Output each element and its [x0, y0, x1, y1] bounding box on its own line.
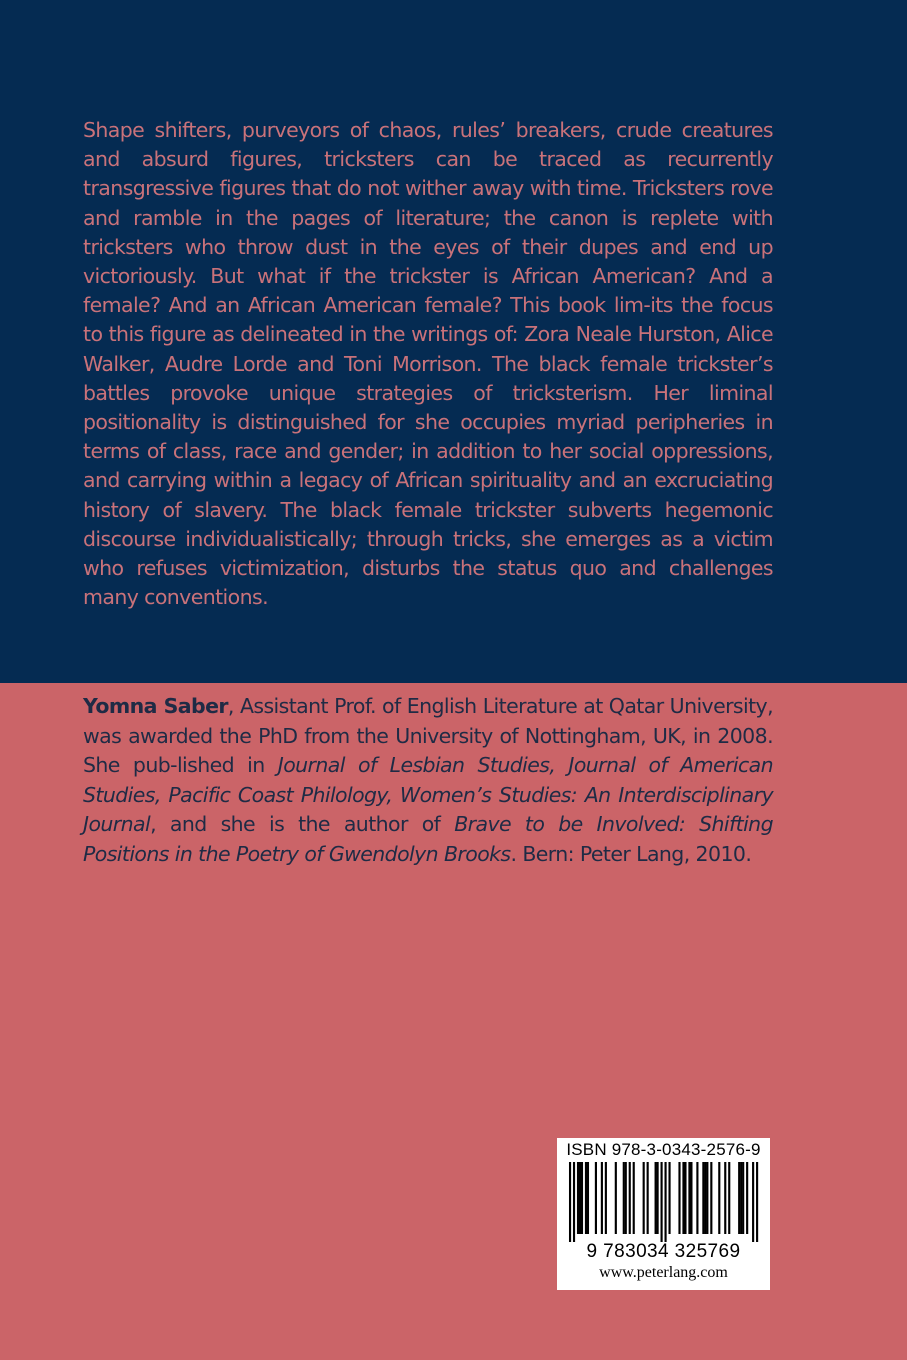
- barcode-bar: [724, 1162, 726, 1234]
- barcode-bar: [633, 1162, 635, 1234]
- barcode-bar: [684, 1162, 686, 1234]
- bio-text-part1: , Assistant Prof. of English Literature at Qatar University, was awarded the PhD from the University of Nottingham, UK, in 2008. She pub-lished in: [83, 694, 773, 778]
- barcode-bar: [752, 1162, 754, 1242]
- barcode-bar: [738, 1162, 740, 1234]
- barcode-bar: [577, 1162, 579, 1234]
- barcode-bar: [710, 1162, 712, 1234]
- barcode-bar: [682, 1162, 684, 1234]
- bio-text-part3: . Bern: Peter Lang, 2010.: [510, 841, 752, 866]
- barcode-bar: [661, 1162, 663, 1242]
- barcode-bar: [625, 1162, 627, 1234]
- barcode-bar: [615, 1162, 617, 1234]
- barcode-bar: [702, 1162, 704, 1234]
- isbn-barcode-box: [557, 1138, 770, 1290]
- barcode-bar: [573, 1162, 575, 1242]
- barcode-bar: [601, 1162, 603, 1234]
- barcode-bar: [581, 1162, 583, 1234]
- barcode-bar: [647, 1162, 649, 1234]
- barcode-digits: 9 783034 325769: [586, 1241, 741, 1262]
- barcode-icon: [565, 1162, 762, 1242]
- barcode-bar: [657, 1162, 659, 1234]
- barcode-bar: [718, 1162, 720, 1234]
- barcode-bar: [688, 1162, 690, 1234]
- barcode-bar: [756, 1162, 758, 1242]
- barcode-bar: [587, 1162, 589, 1234]
- barcode-bar: [704, 1162, 706, 1234]
- journals-list: Journal of Lesbian Studies, Journal of American Studies, Pacific Coast Philology, Women’s Studies: An Interdisciplinary Journal: [83, 753, 773, 837]
- book-title: Brave to be Involved: Shifting Positions in the Poetry of Gwendolyn Brooks: [83, 812, 773, 866]
- barcode-bar: [605, 1162, 607, 1234]
- barcode-bar: [696, 1162, 698, 1234]
- barcode-bar: [706, 1162, 708, 1234]
- book-blurb: Shape shifters, purveyors of chaos, rules’ breakers, crude creatures and absurd figures, tricksters can be traced as recurrently transgressive figures that do not wither away with time. Tricksters rove and ramble in the pages of literature; the canon is replete with tricksters who throw dust in the eyes of their dupes and end up victoriously. But what if the trickster is African American? And a female? And an African American female? This book lim-its the focus to this figure as delineated in the writings of: Zora Neale Hurston, Alice Walker, Audre Lorde and Toni Morrison. The black female trickster’s battles provoke unique strategies of tricksterism. Her liminal positionality is distinguished for she occupies myriad peripheries in terms of class, race and gender; in addition to her social oppressions, and carrying within a legacy of African spirituality and an excruciating history of slavery. The black female trickster subverts hegemonic discourse individualistically; through tricks, she emerges as a victim who refuses victimization, disturbs the status quo and challenges many conventions.: [83, 118, 773, 610]
- author-bio: [83, 692, 773, 870]
- publisher-url: www.peterlang.com: [599, 1264, 728, 1281]
- barcode-bar: [664, 1162, 666, 1242]
- barcode-bar: [643, 1162, 645, 1234]
- barcode-bar: [668, 1162, 670, 1234]
- barcode-bar: [623, 1162, 625, 1234]
- barcode-bar: [569, 1162, 571, 1242]
- barcode-bar: [629, 1162, 631, 1234]
- barcode-bar: [595, 1162, 597, 1234]
- barcode-bar: [655, 1162, 657, 1234]
- barcode-bar: [690, 1162, 692, 1234]
- barcode-bar: [740, 1162, 742, 1234]
- barcode-bar: [585, 1162, 587, 1234]
- barcode-bar: [678, 1162, 680, 1234]
- barcode-bar: [746, 1162, 748, 1234]
- barcode-bar: [579, 1162, 581, 1234]
- isbn-label: ISBN 978-3-0343-2576-9: [566, 1140, 761, 1159]
- barcode-bar: [728, 1162, 730, 1234]
- bio-text-part2: , and she is the author of: [150, 812, 455, 837]
- author-name: Yomna Saber: [83, 694, 228, 718]
- barcode-bar: [742, 1162, 744, 1234]
